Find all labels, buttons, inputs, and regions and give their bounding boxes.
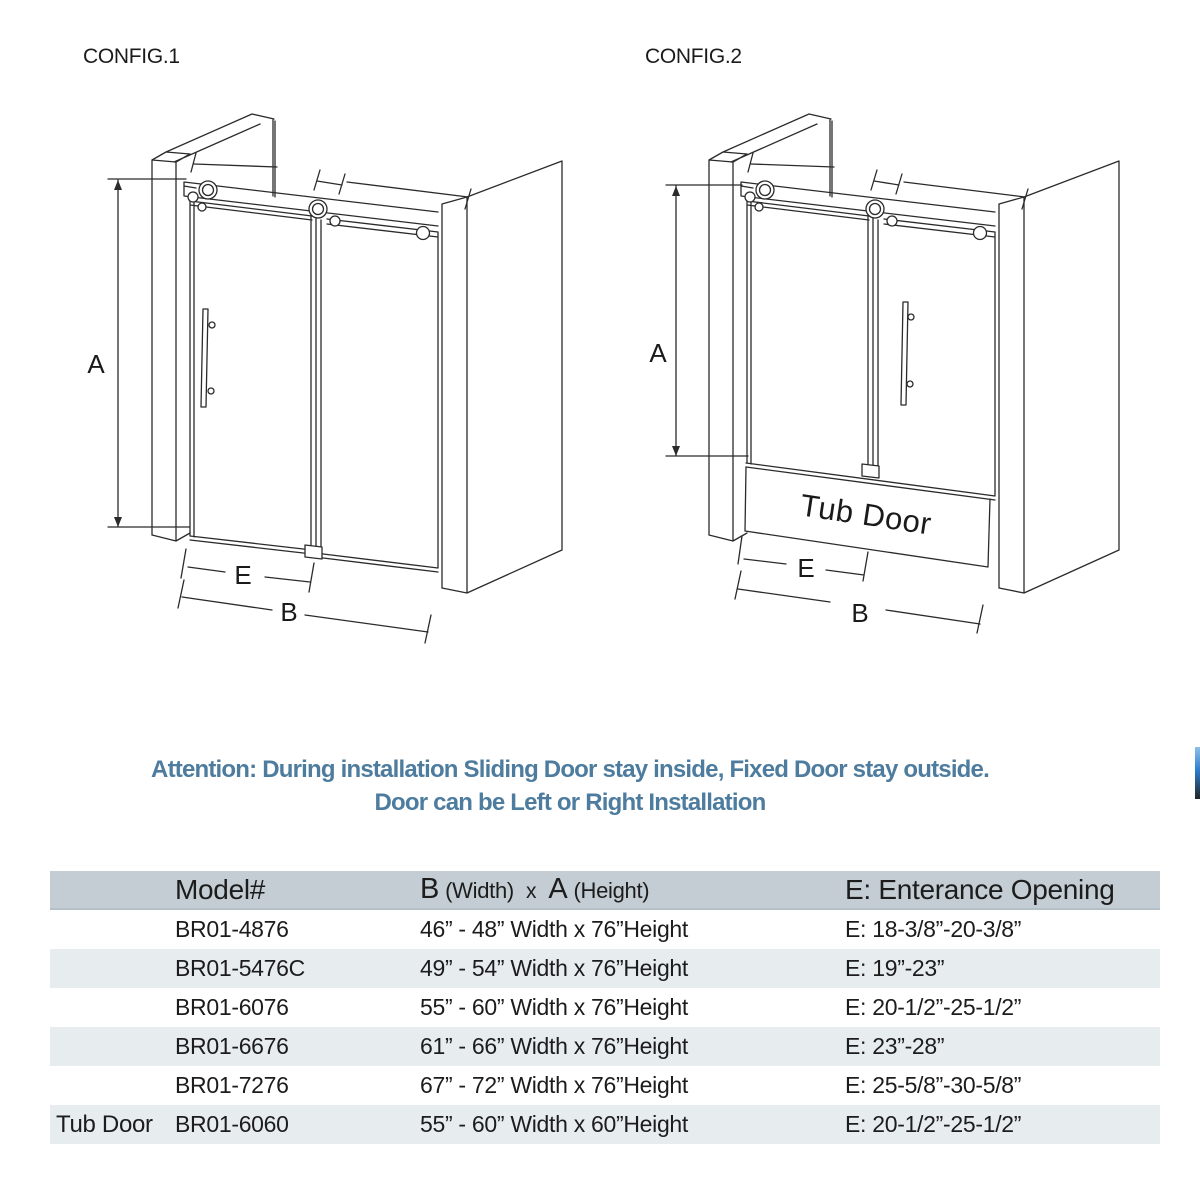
attention-note [50, 753, 1090, 819]
config2-dimension-b [735, 571, 983, 633]
config1-door-handle [201, 309, 215, 407]
row-opening: E: 20-1/2”-25-1/2” [845, 1111, 1022, 1137]
header-size-width: (Width) [445, 878, 514, 903]
row-opening: E: 20-1/2”-25-1/2” [845, 994, 1022, 1020]
row-size: 55” - 60” Width x 60”Height [420, 1111, 689, 1137]
attention-line2: Door can be Left or Right Installation [374, 789, 766, 816]
config2-bottom-guide [862, 464, 879, 478]
config2-tub-door-label: Tub Door [798, 487, 934, 542]
config1-dim-label-e: E [234, 560, 252, 590]
config1-bottom-guide [305, 545, 322, 559]
row-size: 49” - 54” Width x 76”Height [420, 955, 689, 981]
config1-title: CONFIG.1 [83, 45, 180, 68]
table-header-row [50, 871, 1160, 910]
config1-diagram [87, 114, 562, 643]
config1-dimension-a [87, 179, 190, 527]
row-opening: E: 19”-23” [845, 955, 945, 981]
row-model: BR01-5476C [175, 955, 305, 981]
config2-dim-label-a: A [649, 338, 667, 368]
config1-rollers [188, 181, 430, 240]
row-category: Tub Door [56, 1110, 153, 1138]
config2-rollers [745, 181, 987, 240]
config1-dim-label-a: A [87, 349, 105, 379]
row-model: BR01-6060 [175, 1111, 289, 1137]
row-size: 46” - 48” Width x 76”Height [420, 916, 689, 942]
row-size: 61” - 66” Width x 76”Height [420, 1033, 689, 1059]
row-size: 67” - 72” Width x 76”Height [420, 1072, 689, 1098]
row-model: BR01-7276 [175, 1072, 289, 1098]
config1-glass-panels [190, 201, 438, 572]
table-row [50, 988, 1160, 1027]
row-opening: E: 25-5/8”-30-5/8” [845, 1072, 1022, 1098]
config2-top-dimension [748, 153, 1028, 209]
header-model: Model# [175, 873, 266, 905]
table-row [50, 910, 1160, 949]
row-size: 55” - 60” Width x 76”Height [420, 994, 689, 1020]
header-size-b: B [420, 873, 440, 905]
header-size-a: A [548, 873, 568, 905]
attention-line1: Attention: During installation Sliding Door stay inside, Fixed Door stay outside. [151, 756, 989, 783]
page-edge-artifact [1195, 747, 1200, 799]
table-row-tub-door [50, 1105, 1160, 1144]
config1-dim-label-b: B [280, 597, 298, 627]
header-size [420, 873, 845, 906]
config1-dimension-b [178, 580, 431, 643]
row-model: BR01-4876 [175, 916, 289, 942]
config2-title: CONFIG.2 [645, 45, 742, 68]
header-size-height: (Height) [573, 878, 650, 903]
table-row [50, 1066, 1160, 1105]
table-row [50, 949, 1160, 988]
table-row [50, 1027, 1160, 1066]
row-opening: E: 18-3/8”-20-3/8” [845, 916, 1022, 942]
config2-dim-label-e: E [797, 553, 815, 583]
model-spec-table [50, 871, 1160, 1144]
config2-dim-label-b: B [851, 598, 869, 628]
row-model: BR01-6076 [175, 994, 289, 1020]
config2-door-handle [901, 302, 914, 405]
config2-dimension-e [738, 536, 868, 583]
config2-diagram [649, 114, 1119, 633]
table-body [50, 910, 1160, 1144]
header-opening: E: Enterance Opening [845, 873, 1115, 905]
config2-glass-panels [746, 201, 995, 500]
config1-top-dimension [191, 153, 471, 209]
config1-dimension-e [181, 549, 314, 592]
row-model: BR01-6676 [175, 1033, 289, 1059]
header-size-x: x [526, 880, 537, 903]
row-opening: E: 23”-28” [845, 1033, 945, 1059]
